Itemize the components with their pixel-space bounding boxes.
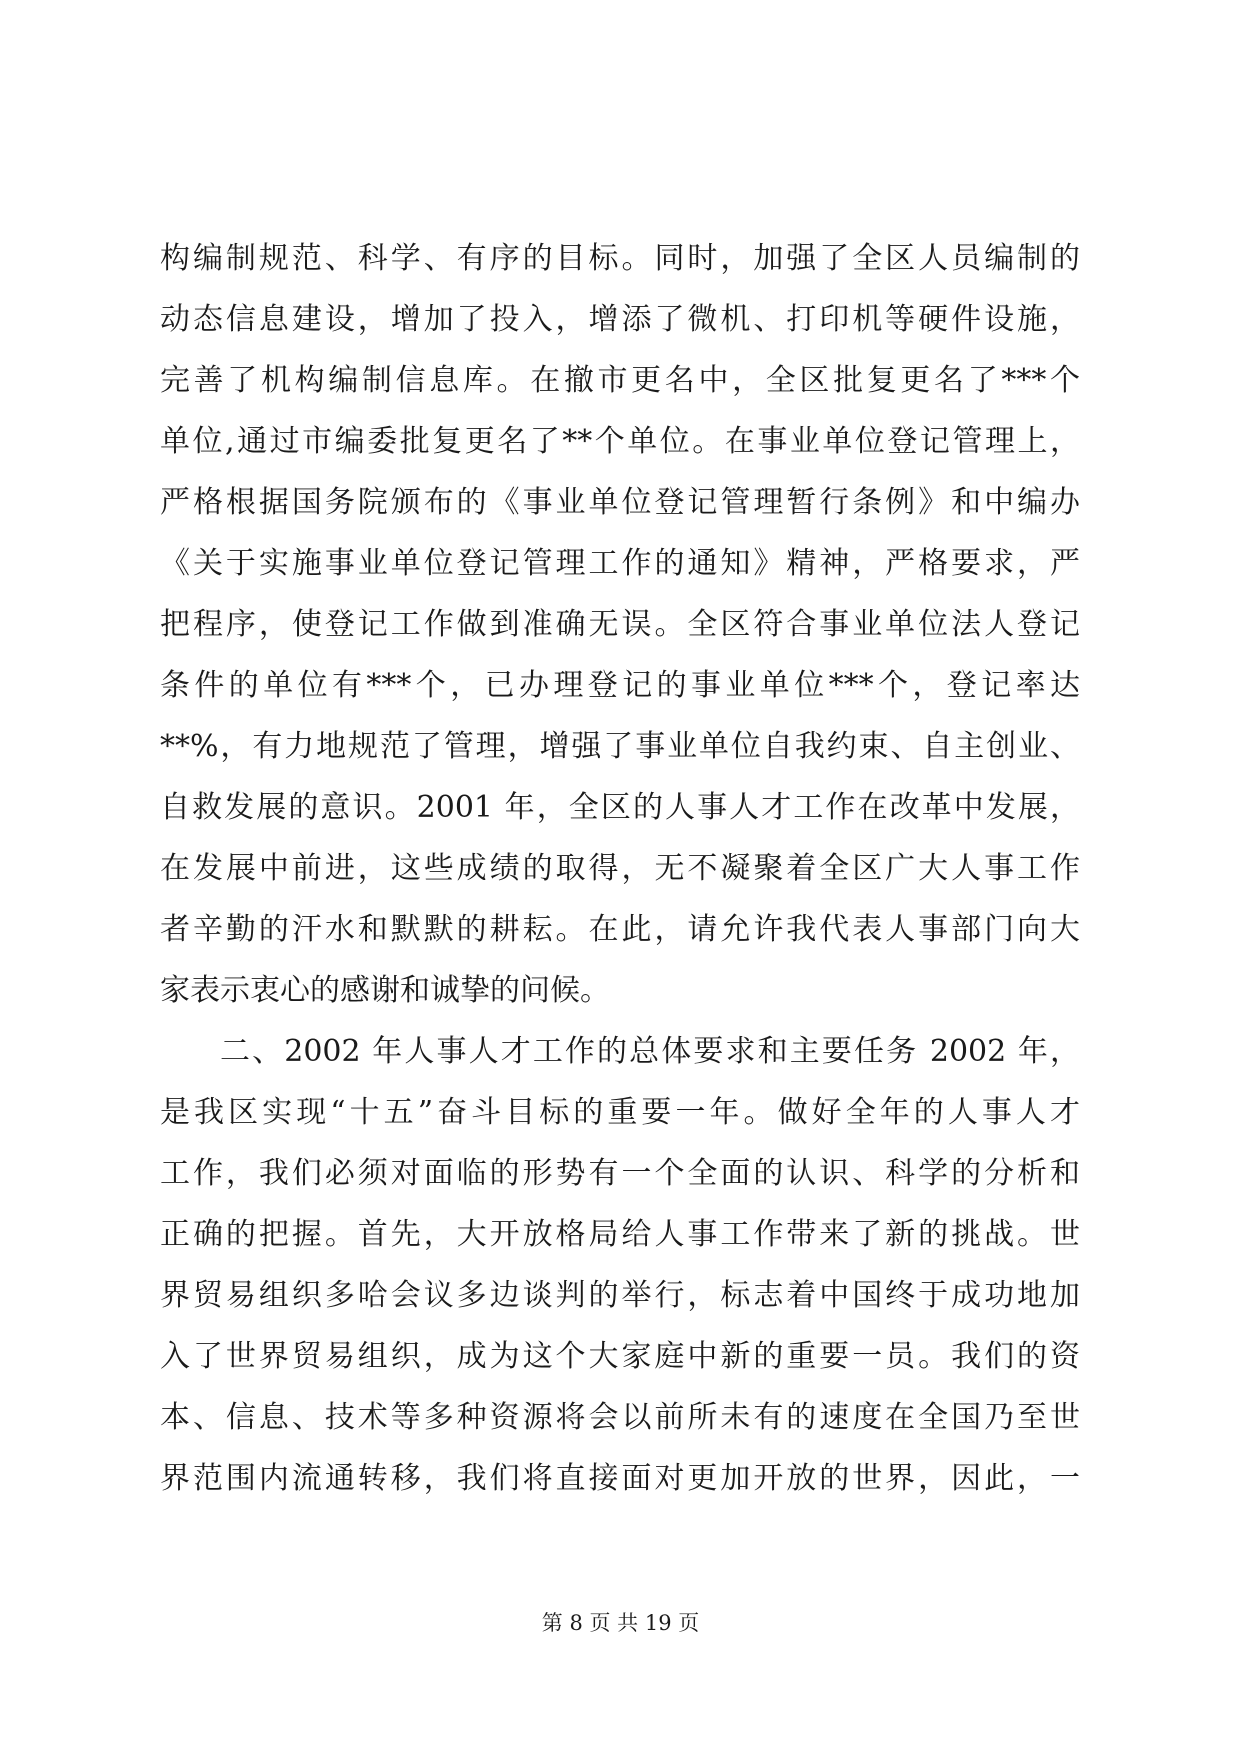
text-line: 是我区实现“十五”奋斗目标的重要一年。做好全年的人事人才 — [160, 1095, 1080, 1130]
text-line: 《关于实施事业单位登记管理工作的通知》精神，严格要求，严 — [160, 546, 1080, 581]
text-line: 者辛勤的汗水和默默的耕耘。在此，请允许我代表人事部门向大 — [160, 912, 1080, 947]
text-line: 正确的把握。首先，大开放格局给人事工作带来了新的挑战。世 — [160, 1217, 1080, 1252]
page-footer: 第 8 页 共 19 页 — [541, 1611, 700, 1635]
body-text — [160, 228, 1080, 1509]
text-line: 本、信息、技术等多种资源将会以前所未有的速度在全国乃至世 — [160, 1400, 1080, 1435]
text-line: 二、2002 年人事人才工作的总体要求和主要任务 2002 年， — [220, 1034, 1080, 1069]
text-line: 工作，我们必须对面临的形势有一个全面的认识、科学的分析和 — [160, 1156, 1080, 1191]
text-line: 把程序，使登记工作做到准确无误。全区符合事业单位法人登记 — [160, 607, 1080, 642]
text-line: 自救发展的意识。2001 年，全区的人事人才工作在改革中发展， — [160, 790, 1080, 825]
text-line: 界范围内流通转移，我们将直接面对更加开放的世界，因此，一 — [160, 1461, 1080, 1496]
text-line: 完善了机构编制信息库。在撤市更名中，全区批复更名了***个 — [160, 363, 1080, 398]
text-line: 入了世界贸易组织，成为这个大家庭中新的重要一员。我们的资 — [160, 1339, 1080, 1374]
text-line: 家表示衷心的感谢和诚挚的问候。 — [160, 973, 610, 1008]
text-line: **%，有力地规范了管理，增强了事业单位自我约束、自主创业、 — [160, 729, 1080, 764]
text-line: 动态信息建设，增加了投入，增添了微机、打印机等硬件设施， — [160, 302, 1080, 337]
text-line: 单位,通过市编委批复更名了**个单位。在事业单位登记管理上， — [160, 424, 1080, 459]
text-line: 条件的单位有***个，已办理登记的事业单位***个，登记率达 — [160, 668, 1080, 703]
text-line: 严格根据国务院颁布的《事业单位登记管理暂行条例》和中编办 — [160, 485, 1080, 520]
text-line: 界贸易组织多哈会议多边谈判的举行，标志着中国终于成功地加 — [160, 1278, 1080, 1313]
text-line: 构编制规范、科学、有序的目标。同时，加强了全区人员编制的 — [160, 241, 1080, 276]
text-line: 在发展中前进，这些成绩的取得，无不凝聚着全区广大人事工作 — [160, 851, 1080, 886]
